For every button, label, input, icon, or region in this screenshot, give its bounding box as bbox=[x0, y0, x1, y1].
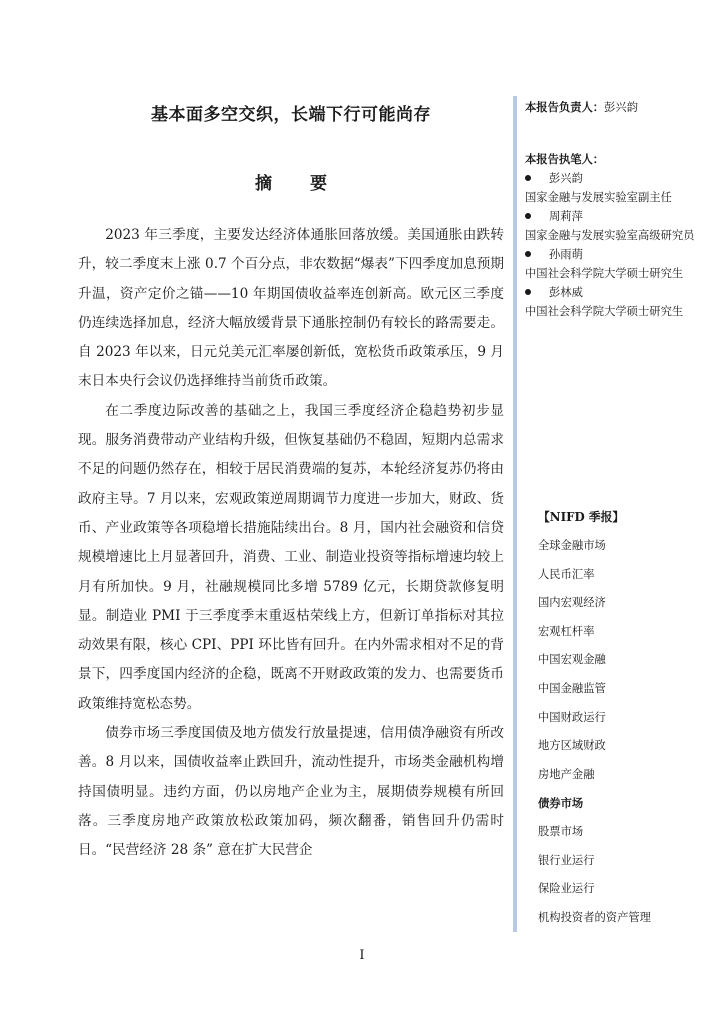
series-item: 中国财政运行 bbox=[538, 710, 606, 724]
series-item: 银行业运行 bbox=[538, 853, 595, 867]
bullet-icon bbox=[525, 175, 531, 181]
bullet-icon bbox=[525, 289, 531, 295]
author-name: 孙雨萌 bbox=[549, 248, 583, 261]
author-affiliation: 中国社会科学院大学硕士研究生 bbox=[525, 305, 684, 318]
paragraph-bond-market: 债券市场三季度国债及地方债发行放量提速，信用债净融资有所改善。8 月以来，国债收益率止跌回升，流动性提升，市场类金融机构增持国债明显。违约方面，仍以房地产企业为主，展期债券规模有所回落。三季度房地产政策放松政策加码，频次翻番，销售回升仍需时日。“民营经济 28 条” 意在扩大民营企 bbox=[78, 725, 504, 859]
series-item: 人民币汇率 bbox=[538, 567, 595, 581]
abstract-heading: 摘 要 bbox=[255, 174, 343, 194]
author-entry bbox=[525, 283, 700, 321]
author-affiliation: 中国社会科学院大学硕士研究生 bbox=[525, 267, 684, 280]
author-name: 彭兴韵 bbox=[549, 172, 583, 185]
series-item: 保险业运行 bbox=[538, 882, 595, 896]
lead-label: 本报告负责人： bbox=[525, 100, 605, 114]
series-item: 中国宏观金融 bbox=[538, 653, 606, 667]
author-affiliation: 国家金融与发展实验室高级研究员 bbox=[525, 229, 695, 242]
author-affiliation: 国家金融与发展实验室副主任 bbox=[525, 191, 672, 204]
author-entry bbox=[525, 169, 700, 207]
series-item: 宏观杠杆率 bbox=[538, 624, 595, 638]
series-item: 全球金融市场 bbox=[538, 539, 606, 552]
report-lead bbox=[525, 98, 700, 117]
series-item: 国内宏观经济 bbox=[538, 596, 606, 610]
main-column bbox=[78, 100, 504, 866]
series-header: 【NIFD 季报】 bbox=[538, 510, 625, 524]
series-list bbox=[538, 536, 651, 936]
series-item: 机构投资者的资产管理 bbox=[538, 910, 651, 924]
series-item: 地方区域财政 bbox=[538, 739, 606, 753]
series-item: 中国金融监管 bbox=[538, 681, 606, 695]
series-item: 股票市场 bbox=[538, 824, 584, 838]
sidebar bbox=[525, 98, 700, 321]
author-entry bbox=[525, 245, 700, 283]
paragraph-domestic: 在二季度边际改善的基础之上，我国三季度经济企稳趋势初步显现。服务消费带动产业结构升级，但恢复基础仍不稳固，短期内总需求不足的问题仍然存在，相较于居民消费端的复苏，本轮经济复苏仍将由政府主导。7 月以来，宏观政策逆周期调节力度进一步加大，财政、货币、产业政策等各项稳增长措施陆续出台。8 月，国内社会融资和信贷规模增速比上月显著回升，消费、工业、制造业投资等指标增速均较上月有所加快。9 月，社融规模同比多增 5789 亿元，长期贷款修复明显。制造业 PMI 于三季度季末重返枯荣线上方，但新订单指标对其拉动效果有限，核心 CPI、PPI 环比皆有回升。在内外需求相对不足的背景下，四季度国内经济的企稳，既离不开财政政策的发力、也需要货币政策维持宽松态势。 bbox=[78, 402, 504, 712]
bullet-icon bbox=[525, 251, 531, 257]
page-number: I bbox=[359, 948, 365, 963]
writers-label: 本报告执笔人： bbox=[525, 152, 605, 166]
bullet-icon bbox=[525, 213, 531, 219]
paragraph-global: 2023 年三季度，主要发达经济体通胀回落放缓。美国通胀由跌转升，较二季度末上涨 0.7 个百分点，非农数据“爆表”下四季度加息预期升温，资产定价之锚——10 年期国债收益率连创新高。欧元区三季度仍连续选择加息，经济大幅放缓背景下通胀控制仍有较长的路需要走。自 2023 年以来，日元兑美元汇率屡创新低，宽松货币政策承压，9 月末日本央行会议仍选择维持当前货币政策。 bbox=[78, 227, 504, 390]
report-title: 基本面多空交织，长端下行可能尚存 bbox=[151, 105, 431, 125]
sidebar-divider bbox=[513, 96, 517, 932]
series-item-current: 债券市场 bbox=[538, 796, 584, 811]
author-name: 周莉萍 bbox=[549, 210, 583, 223]
author-entry bbox=[525, 207, 700, 245]
lead-name: 彭兴韵 bbox=[604, 101, 638, 114]
author-name: 彭林威 bbox=[549, 286, 583, 299]
series-item: 房地产金融 bbox=[538, 767, 595, 781]
